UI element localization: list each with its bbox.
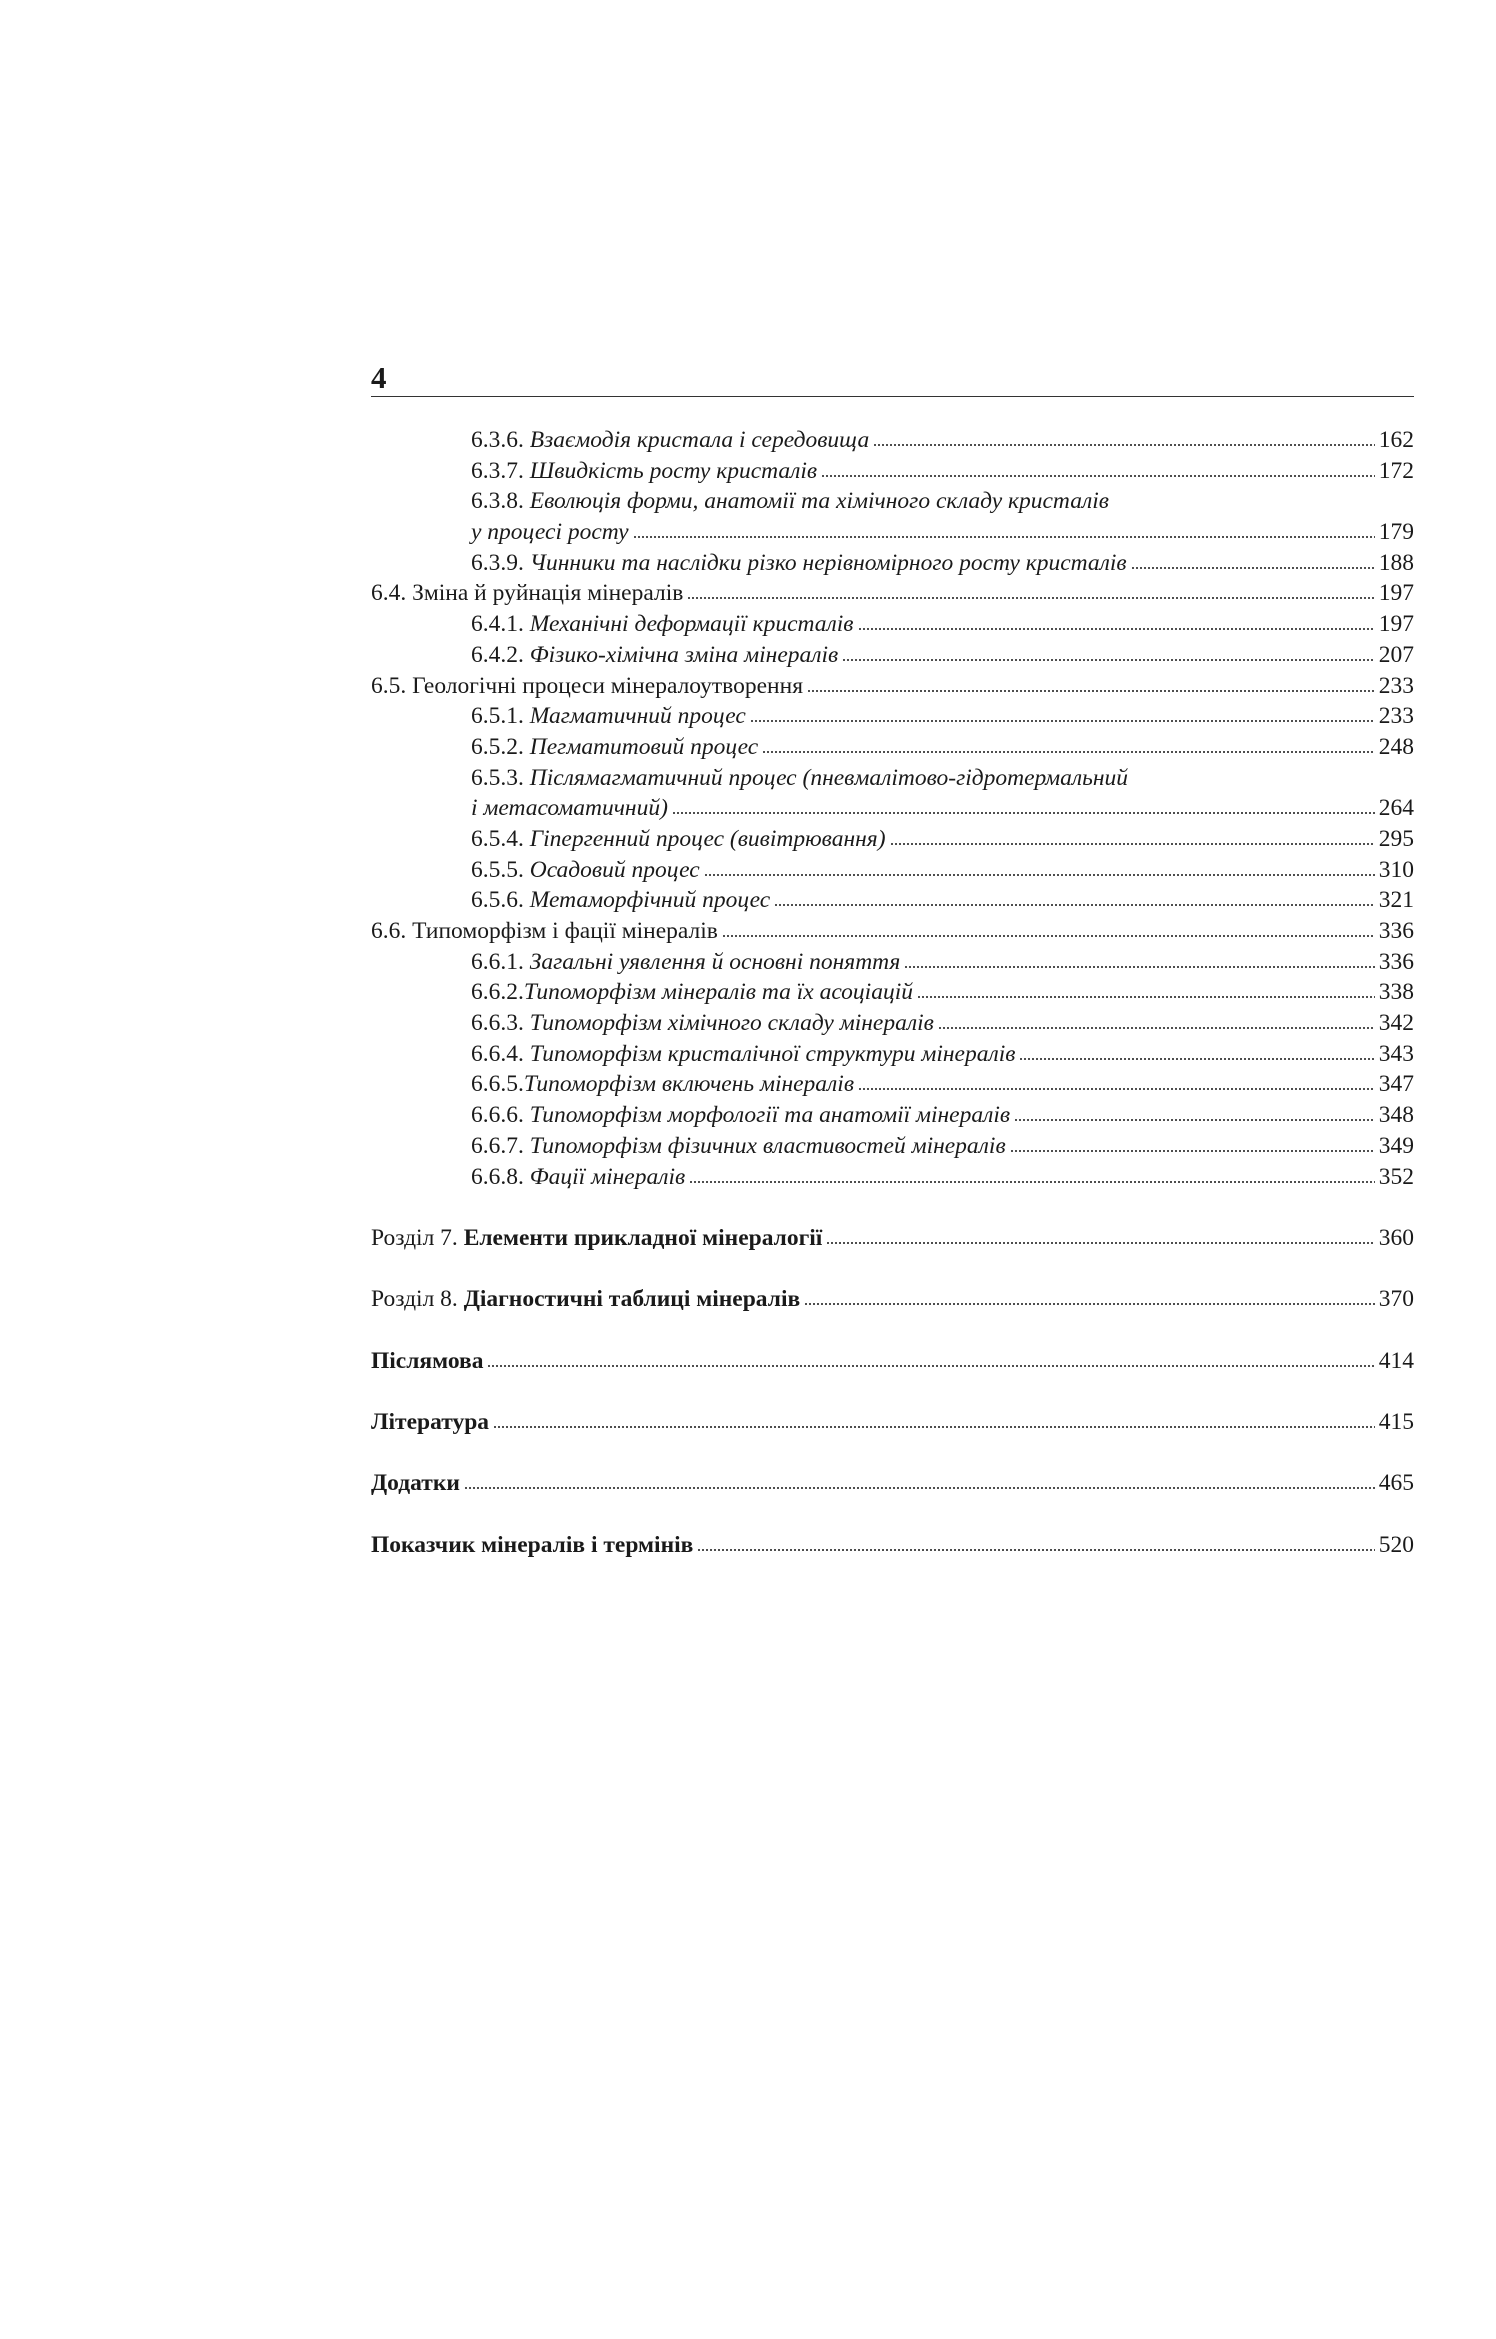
- toc-entry[interactable]: [371, 1008, 1414, 1039]
- toc-entry[interactable]: [371, 1346, 1414, 1377]
- dot-leader: [464, 1470, 1375, 1490]
- toc-entry-title: Діагностичні таблиці мінералів: [463, 1286, 801, 1313]
- toc-gap: [371, 1254, 1414, 1285]
- toc-entry-text: [371, 578, 683, 609]
- toc-entry-title: Метаморфічний процес: [529, 887, 771, 914]
- toc-entry-page: 349: [1378, 1132, 1414, 1159]
- toc-entry-title: Зміна й руйнація мінералів: [412, 580, 684, 607]
- toc-entry-number: 6.3.9.: [471, 549, 524, 576]
- toc-entry-page: 342: [1378, 1010, 1414, 1037]
- toc-entry-text: [471, 1100, 1010, 1131]
- toc-gap: [371, 1315, 1414, 1346]
- toc-entry[interactable]: [371, 885, 1414, 916]
- toc-entry-title: Фізико-хімічна зміна мінералів: [529, 641, 839, 668]
- dot-leader: [633, 519, 1375, 539]
- toc-entry-text: [371, 1223, 822, 1254]
- toc-entry-text: [471, 824, 886, 855]
- toc-entry[interactable]: [371, 732, 1414, 763]
- dot-leader: [858, 1071, 1375, 1091]
- toc-entry-title: Елементи прикладної мінералогії: [463, 1224, 823, 1251]
- dot-leader: [804, 1286, 1375, 1306]
- toc-entry-number: 6.4.2.: [471, 641, 524, 668]
- toc-entry-title: Література: [371, 1409, 490, 1435]
- toc-entry-text: [371, 1346, 483, 1377]
- toc-entry-number: 6.6.5.: [471, 1071, 524, 1098]
- toc-gap: [371, 1438, 1414, 1469]
- toc-entry-page: 415: [1378, 1409, 1414, 1435]
- toc-entry-text: [471, 1039, 1015, 1070]
- toc-entry-title: Осадовий процес: [529, 856, 700, 883]
- dot-leader: [672, 795, 1375, 815]
- toc-entry[interactable]: [371, 1530, 1414, 1561]
- toc-entry-title: Пегматитовий процес: [529, 733, 759, 760]
- toc-entry-prefix: Розділ 8.: [371, 1286, 464, 1313]
- toc-entry-page: 465: [1378, 1470, 1414, 1497]
- toc-entry-page: 264: [1378, 795, 1414, 822]
- toc-entry-text: [471, 855, 700, 886]
- toc-entry-title: Чинники та наслідки різко нерівномірного росту кристалів: [529, 549, 1127, 576]
- toc-entry[interactable]: [371, 947, 1414, 978]
- toc-entry-number: 6.4.: [371, 580, 407, 607]
- toc-entry-page: 207: [1378, 641, 1414, 668]
- toc-entry-title: Еволюція форми, анатомії та хімічного складу кристалів: [529, 488, 1109, 515]
- toc-entry-title: Типоморфізм і фації мінералів: [412, 918, 718, 944]
- toc-entry-number: 6.6.3.: [471, 1010, 524, 1037]
- toc-entry-title: у процесі росту: [471, 519, 629, 546]
- toc-entry-page: 162: [1378, 427, 1414, 453]
- toc-entry-page: 233: [1378, 672, 1414, 699]
- toc-entry[interactable]: [371, 517, 1414, 548]
- dot-leader: [858, 611, 1375, 631]
- toc-entry-title: Типоморфізм хімічного складу мінералів: [529, 1010, 934, 1037]
- toc-entry-number: 6.6.: [371, 918, 407, 944]
- toc-entry[interactable]: [371, 763, 1414, 794]
- toc-entry-number: 6.3.6.: [471, 427, 524, 453]
- toc-entry-text: [471, 701, 746, 732]
- toc-entry-page: 520: [1378, 1531, 1414, 1558]
- toc-entry-text: [471, 977, 913, 1008]
- toc-gap: [371, 1192, 1414, 1223]
- toc-entry-page: 347: [1378, 1071, 1414, 1098]
- toc-entry[interactable]: [371, 916, 1414, 947]
- toc-entry-text: [471, 548, 1127, 579]
- toc-entry-text: [471, 425, 869, 456]
- dot-leader: [807, 673, 1375, 693]
- toc-entry-text: [471, 763, 1128, 794]
- toc-entry-page: 343: [1378, 1040, 1414, 1067]
- toc-entry-title: Гіпергенний процес (вивітрювання): [529, 825, 886, 852]
- header-rule: [371, 396, 1414, 397]
- toc-entry-text: [471, 640, 838, 671]
- dot-leader: [722, 918, 1375, 938]
- toc-entry[interactable]: [371, 977, 1414, 1008]
- toc-entry-title: Додатки: [371, 1470, 460, 1497]
- toc-entry-text: [471, 1069, 854, 1100]
- dot-leader: [890, 826, 1375, 846]
- toc-entry-page: 295: [1378, 825, 1414, 852]
- page-number: 4: [371, 360, 387, 395]
- toc-entry-text: [471, 1131, 1006, 1162]
- toc-entry-text: [471, 456, 817, 487]
- toc-gap: [371, 1499, 1414, 1530]
- toc-entry-page: 321: [1378, 887, 1414, 914]
- toc-entry-text: [371, 1407, 489, 1438]
- toc-entry-page: 248: [1378, 733, 1414, 760]
- toc-entry-page: 352: [1378, 1163, 1414, 1190]
- toc-gap: [371, 1376, 1414, 1407]
- toc-entry[interactable]: [371, 1162, 1414, 1193]
- toc-entry-number: 6.5.4.: [471, 825, 524, 852]
- toc-entry-number: 6.4.1.: [471, 611, 524, 638]
- toc-entry-page: 414: [1378, 1347, 1414, 1374]
- toc-entry[interactable]: [371, 640, 1414, 671]
- toc-entry-page: 197: [1378, 611, 1414, 638]
- toc-entry[interactable]: [371, 1284, 1414, 1315]
- dot-leader: [938, 1010, 1375, 1030]
- toc-entry[interactable]: [371, 671, 1414, 702]
- toc-entry-page: 310: [1378, 856, 1414, 883]
- toc-entry-title: Магматичний процес: [529, 703, 746, 730]
- dot-leader: [1010, 1133, 1375, 1153]
- toc-entry-title: Механічні деформації кристалів: [529, 611, 854, 638]
- toc-entry[interactable]: [371, 824, 1414, 855]
- toc-entry-text: [471, 486, 1109, 517]
- dot-leader: [687, 580, 1374, 600]
- toc-entry-title: Загальні уявлення й основні поняття: [529, 948, 901, 975]
- dot-leader: [487, 1348, 1374, 1368]
- dot-leader: [917, 979, 1375, 999]
- toc-entry-title: Геологічні процеси мінералоутворення: [412, 672, 804, 699]
- toc-entry-number: 6.6.1.: [471, 948, 524, 975]
- toc-entry-title: Типоморфізм морфології та анатомії мінералів: [529, 1102, 1011, 1129]
- toc-entry-number: 6.5.1.: [471, 703, 524, 730]
- toc-entry[interactable]: [371, 1407, 1414, 1438]
- toc-entry-text: [371, 916, 718, 947]
- dot-leader: [873, 427, 1375, 447]
- toc-entry-text: [471, 517, 629, 548]
- toc-entry-number: 6.5.2.: [471, 733, 524, 760]
- toc-entry-number: 6.5.: [371, 672, 407, 699]
- toc-entry-title: Швидкість росту кристалів: [529, 457, 818, 484]
- toc-entry-text: [371, 1284, 800, 1315]
- toc-entry-number: 6.5.6.: [471, 887, 524, 914]
- dot-leader: [774, 887, 1375, 907]
- toc-entry-title: Типоморфізм включень мінералів: [523, 1071, 855, 1098]
- toc-entry-title: Фації мінералів: [529, 1163, 686, 1190]
- toc-entry-page: 197: [1378, 580, 1414, 607]
- dot-leader: [1131, 550, 1375, 570]
- toc-entry-number: 6.6.2.: [471, 979, 524, 1006]
- toc-entry-title: Типоморфізм мінералів та їх асоціацій: [523, 979, 913, 1006]
- toc-entry[interactable]: [371, 425, 1414, 456]
- dot-leader: [762, 734, 1375, 754]
- toc-entry-text: [471, 947, 900, 978]
- dot-leader: [704, 857, 1375, 877]
- toc-entry-number: 6.6.8.: [471, 1163, 524, 1190]
- toc-entry-page: 179: [1378, 519, 1414, 546]
- toc-entry-prefix: Розділ 7.: [371, 1224, 464, 1251]
- toc-entry[interactable]: [371, 1131, 1414, 1162]
- dot-leader: [821, 458, 1375, 478]
- toc-entry-page: 370: [1378, 1286, 1414, 1313]
- toc-entry-title: Типоморфізм кристалічної структури мінералів: [529, 1040, 1016, 1067]
- toc-entry-title: Типоморфізм фізичних властивостей мінералів: [529, 1132, 1006, 1159]
- dot-leader: [904, 949, 1374, 969]
- dot-leader: [689, 1164, 1375, 1184]
- toc-entry-page: 336: [1378, 918, 1414, 944]
- toc-entry-page: 360: [1378, 1224, 1414, 1251]
- toc-entry[interactable]: [371, 609, 1414, 640]
- toc-entry-text: [471, 1162, 685, 1193]
- toc-entry-text: [371, 1530, 693, 1561]
- dot-leader: [697, 1532, 1374, 1552]
- dot-leader: [1019, 1041, 1374, 1061]
- toc-entry-title: Показчик мінералів і термінів: [371, 1531, 694, 1558]
- toc-entry-title: і метасоматичний): [471, 795, 668, 822]
- toc-entry[interactable]: [371, 855, 1414, 886]
- toc-entry[interactable]: [371, 1223, 1414, 1254]
- toc-entry-page: 336: [1378, 948, 1414, 975]
- toc-entry-page: 348: [1378, 1102, 1414, 1129]
- toc-entry-title: Післямагматичний процес (пневмалітово-гідротермальний: [529, 764, 1128, 791]
- toc-entry[interactable]: [371, 578, 1414, 609]
- toc-entry-number: 6.6.7.: [471, 1132, 524, 1159]
- dot-leader: [842, 642, 1375, 662]
- toc-entry-title: Післямова: [371, 1347, 484, 1374]
- table-of-contents: [371, 425, 1414, 1560]
- dot-leader: [826, 1225, 1374, 1245]
- toc-entry-text: [371, 1468, 460, 1499]
- toc-entry[interactable]: [371, 548, 1414, 579]
- dot-leader: [750, 703, 1375, 723]
- toc-entry-text: [371, 671, 803, 702]
- toc-entry-text: [471, 1008, 934, 1039]
- toc-entry[interactable]: [371, 701, 1414, 732]
- toc-entry-number: 6.6.4.: [471, 1040, 524, 1067]
- toc-entry-page: 338: [1378, 979, 1414, 1006]
- toc-entry[interactable]: [371, 456, 1414, 487]
- toc-entry-number: 6.6.6.: [471, 1102, 524, 1129]
- toc-entry[interactable]: [371, 486, 1414, 517]
- toc-entry-text: [471, 609, 854, 640]
- toc-entry-page: 233: [1378, 703, 1414, 730]
- toc-entry-text: [471, 732, 758, 763]
- toc-entry-text: [471, 793, 668, 824]
- dot-leader: [1014, 1102, 1375, 1122]
- toc-entry-number: 6.5.3.: [471, 764, 524, 791]
- toc-entry[interactable]: [371, 1100, 1414, 1131]
- toc-entry-number: 6.3.8.: [471, 488, 524, 515]
- toc-entry-page: 172: [1378, 457, 1414, 484]
- toc-entry-text: [471, 885, 770, 916]
- toc-entry-number: 6.3.7.: [471, 457, 524, 484]
- toc-entry[interactable]: [371, 1069, 1414, 1100]
- toc-entry-page: 188: [1378, 549, 1414, 576]
- dot-leader: [493, 1409, 1375, 1429]
- toc-entry[interactable]: [371, 793, 1414, 824]
- toc-entry[interactable]: [371, 1039, 1414, 1070]
- toc-entry-number: 6.5.5.: [471, 856, 524, 883]
- toc-entry-title: Взаємодія кристала і середовища: [529, 427, 870, 453]
- toc-entry[interactable]: [371, 1468, 1414, 1499]
